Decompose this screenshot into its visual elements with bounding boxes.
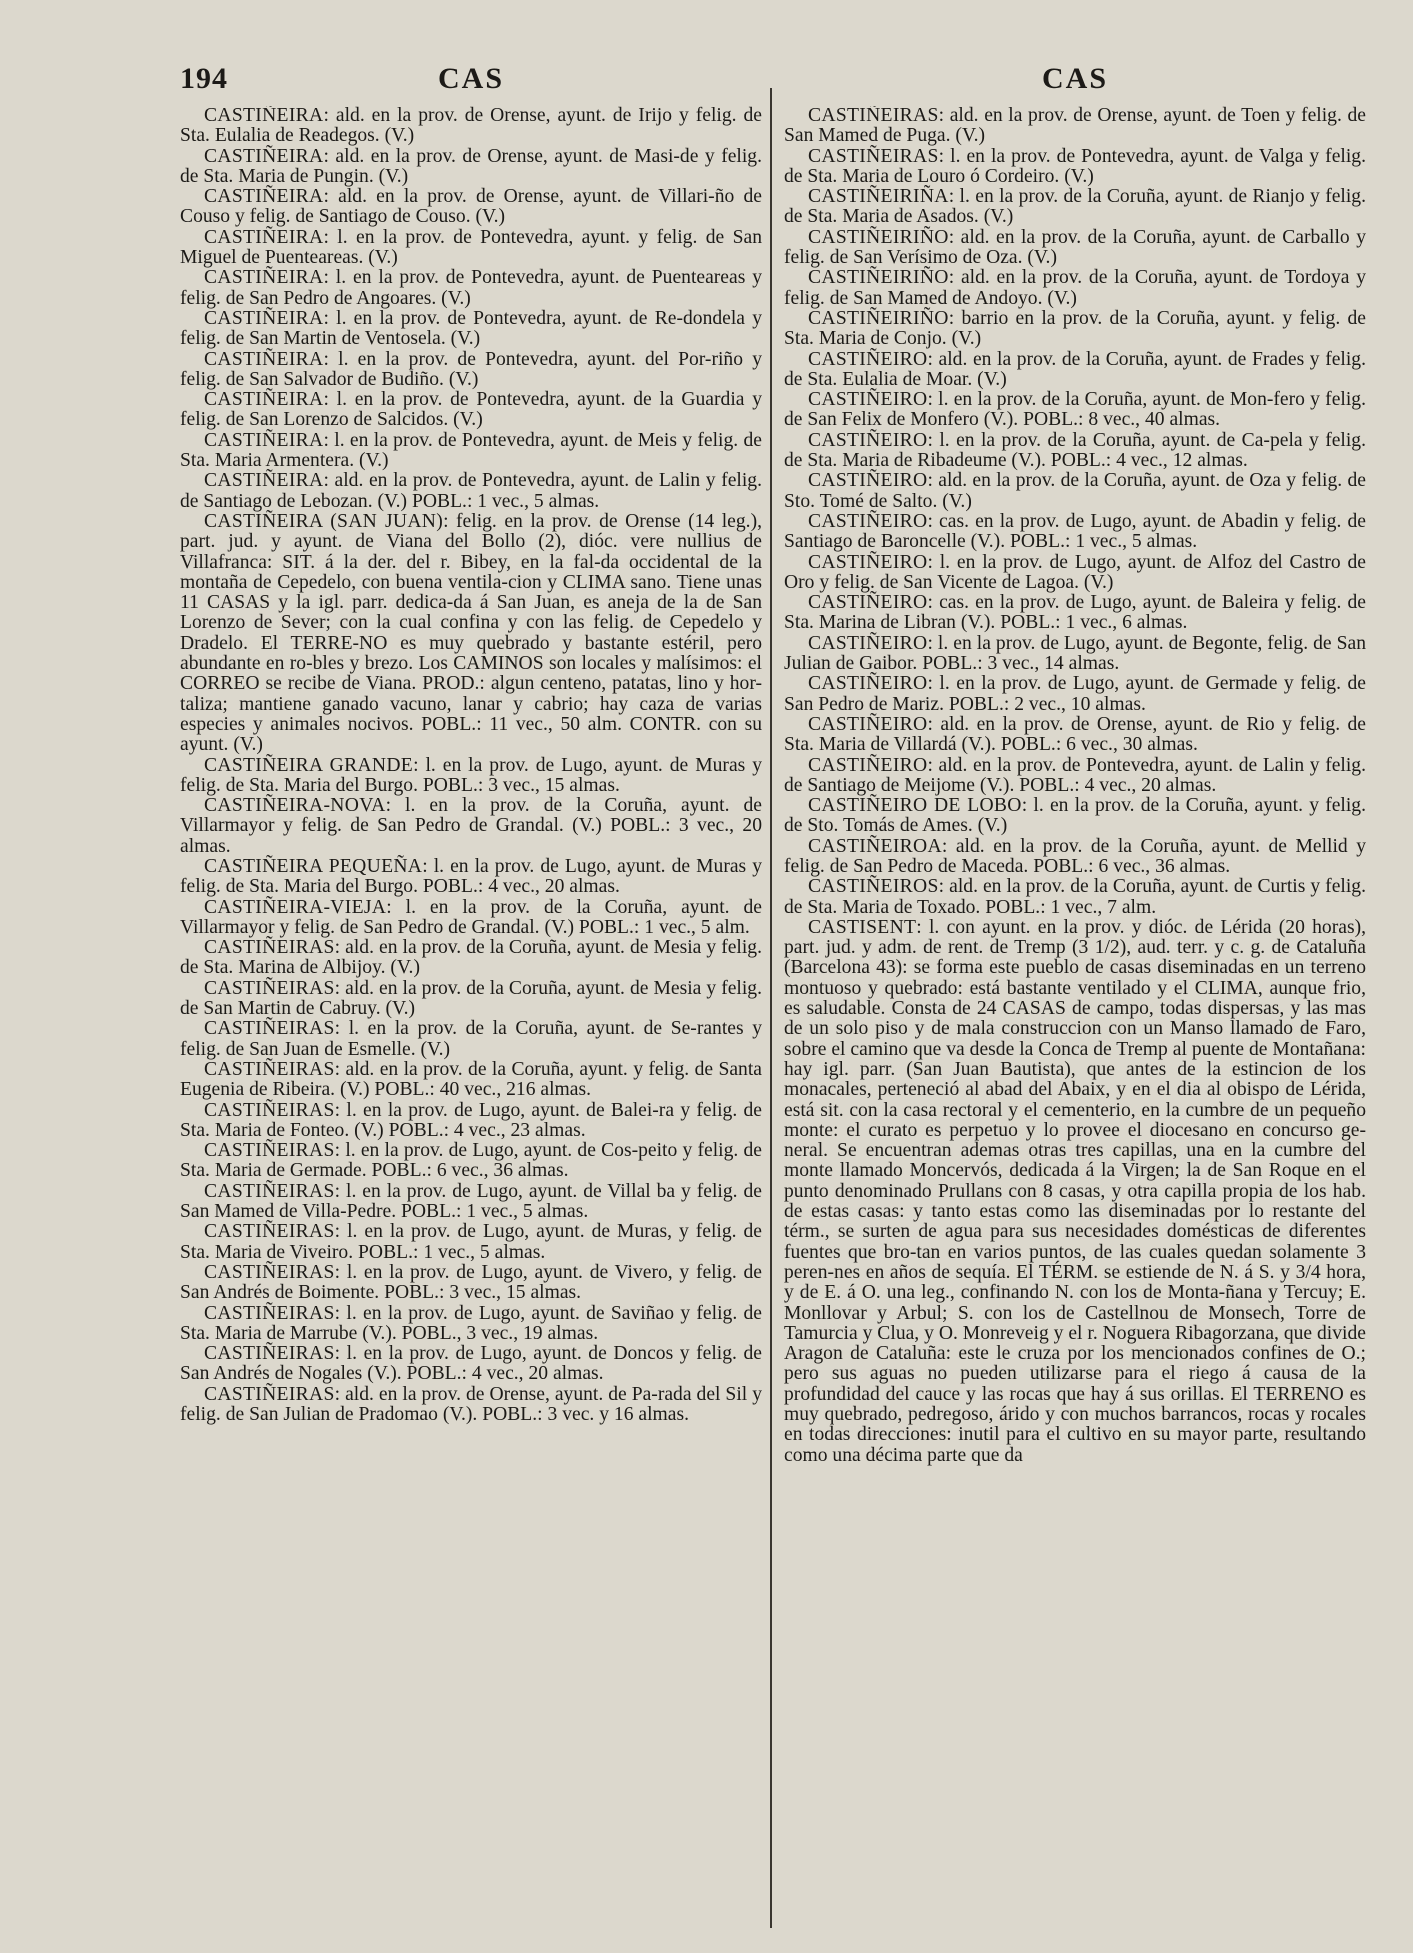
entry-headword: CASTISENT bbox=[808, 916, 917, 938]
entry-headword: CASTIÑEIROS bbox=[808, 876, 939, 898]
entry-text: : l. en la prov. de la Coruña, ayunt. de Rianjo y felig. de Sta. Maria de Asados. (V.) bbox=[784, 186, 1366, 228]
entry-headword: CASTIÑEIRO bbox=[808, 389, 928, 411]
left-running-head: CAS bbox=[438, 62, 505, 95]
dictionary-entry bbox=[180, 390, 762, 431]
dictionary-entry bbox=[784, 918, 1366, 1466]
entry-headword: CASTIÑEIRO bbox=[808, 551, 928, 573]
dictionary-entry bbox=[784, 593, 1366, 634]
entry-text: : l. en la prov. de Pontevedra, ayunt. de Re-dondela y felig. de San Martin de Ventosela. (V.) bbox=[180, 307, 762, 350]
entry-text: : ald. en la prov. de la Coruña, ayunt. de Carballo y felig. de San Verísimo de Oza. (V.) bbox=[784, 226, 1366, 269]
entry-headword: CASTIÑEIRA bbox=[204, 348, 324, 370]
dictionary-entry bbox=[180, 1344, 762, 1385]
entry-text: : ald. en la prov. de Pontevedra, ayunt. de Lalin y felig. de Santiago de Meijome (V.). POBL.: 4 vec., 20 almas. bbox=[784, 754, 1366, 796]
entry-text: : l. en la prov. de la Coruña, ayunt. de Ca-pela y felig. de Sta. Maria de Ribadeume (V.). POBL.: 4 vec., 12 almas. bbox=[784, 429, 1366, 472]
entry-text: : ald. en la prov. de Orense, ayunt. de Pa-rada del Sil y felig. de San Julian de Pradomao (V.). POBL.: 3 vec. y 16 almas. bbox=[180, 1383, 762, 1425]
entry-headword: CASTIÑEIRAS bbox=[204, 1099, 335, 1121]
dictionary-entry bbox=[180, 1101, 762, 1142]
entry-text: : ald. en la prov. de la Coruña, ayunt. de Tordoya y felig. de San Mamed de Andoyo. (V.) bbox=[784, 267, 1366, 309]
dictionary-entry bbox=[180, 796, 762, 857]
text-columns bbox=[180, 106, 1393, 1466]
entry-headword: CASTIÑEIRIÑA bbox=[808, 186, 949, 208]
entry-headword: CASTIÑEIRIÑO bbox=[808, 226, 949, 248]
entry-text: : l. en la prov. de la Coruña, ayunt. y felig. de Sto. Tomás de Ames. (V.) bbox=[784, 795, 1366, 837]
entry-text: : l. en la prov. de Pontevedra, ayunt. de Puenteareas y felig. de San Pedro de Angoares. (V.) bbox=[180, 267, 762, 309]
dictionary-entry bbox=[180, 756, 762, 797]
entry-text: : l. en la prov. de Lugo, ayunt. de Balei-ra y felig. de Sta. Maria de Fonteo. (V.) POBL.: 4 vec., 23 almas. bbox=[180, 1099, 762, 1141]
entry-headword: CASTIÑEIRA PEQUEÑA bbox=[204, 855, 423, 877]
entry-text: : l. en la prov. de Lugo, ayunt. de Vivero, y felig. de San Andrés de Boimente. POBL.: 3 vec., 15 almas. bbox=[180, 1261, 762, 1304]
entry-headword: CASTIÑEIRO bbox=[808, 429, 928, 451]
entry-headword: CASTIÑEIRA bbox=[204, 186, 324, 208]
entry-text: : ald. en la prov. de la Coruña, ayunt. de Mesia y felig. de Sta. Marina de Albijoy. (V.) bbox=[180, 937, 762, 979]
entry-headword: CASTIÑEIRO bbox=[808, 754, 928, 776]
entry-text: : l. en la prov. de Lugo, ayunt. de Muras y felig. de Sta. Maria del Burgo. POBL.: 4 vec., 20 almas. bbox=[180, 855, 762, 898]
dictionary-entry bbox=[784, 512, 1366, 553]
entry-text: : l. en la prov. de la Coruña, ayunt. de Se-rantes y felig. de San Juan de Esmelle. (V.) bbox=[180, 1018, 762, 1060]
entry-text: : felig. en la prov. de Orense (14 leg.), part. jud. y ayunt. de Viana del Bollo (2), dióc. vere nullius de Villafranca: SIT. á la der. del r. Bibey, en la fal-da occidental de la montaña de Cepedelo, con buena ventila-cion y CLIMA sano. Tiene unas 11 CASAS y la igl. parr. dedica-da á San Juan, es aneja de la de San Lorenzo de Sever; con la cual confina y con las felig. de Cepedelo y Dradelo. El TERRE-NO es muy quebrado y bastante estéril, pero abundante en ro-bles y brezo. Los CAMINOS son locales y malísimos: el CORREO se recibe de Viana. PROD.: algun centeno, patatas, lino y hor-taliza; mantiene ganado vacuno, lanar y cabrio; hay caza de varias especies y animales nocivos. POBL.: 11 vec., 50 alm. CONTR. con su ayunt. (V.) bbox=[180, 510, 762, 756]
entry-headword: CASTIÑEIRAS bbox=[204, 1180, 335, 1202]
entry-text: : ald. en la prov. de Orense, ayunt. de Rio y felig. de Sta. Maria de Villardá (V.). POBL.: 6 vec., 30 almas. bbox=[784, 713, 1366, 756]
entry-text: : l. en la prov. de Lugo, ayunt. de Muras y felig. de Sta. Maria del Burgo. POBL.: 3 vec., 15 almas. bbox=[180, 754, 762, 796]
dictionary-entry bbox=[180, 431, 762, 472]
entry-text: : l. en la prov. de Pontevedra, ayunt. de Meis y felig. de Sta. Maria Armentera. (V.) bbox=[180, 429, 762, 472]
dictionary-entry bbox=[784, 228, 1366, 269]
entry-headword: CASTIÑEIRA (SAN JUAN) bbox=[204, 510, 444, 532]
entry-text: : ald. en la prov. de Orense, ayunt. de Villari-ño de Couso y felig. de Santiago de Couso. (V.) bbox=[180, 186, 762, 228]
entry-text: : ald. en la prov. de la Coruña, ayunt. de Frades y felig. de Sta. Eulalia de Moar. (V.) bbox=[784, 348, 1366, 390]
dictionary-entry bbox=[180, 857, 762, 898]
entry-headword: CASTIÑEIRA bbox=[204, 226, 324, 248]
entry-text: : l. en la prov. de Pontevedra, ayunt. y felig. de San Miguel de Puenteareas. (V.) bbox=[180, 226, 762, 269]
dictionary-entry bbox=[180, 1385, 762, 1426]
entry-headword: CASTIÑEIRA-VIEJA bbox=[204, 896, 387, 918]
entry-headword: CASTIÑEIRO DE LOBO bbox=[808, 795, 1022, 817]
dictionary-entry bbox=[784, 187, 1366, 228]
dictionary-entry bbox=[180, 471, 762, 512]
column-divider bbox=[770, 88, 772, 1928]
entry-text: : l. en la prov. de Lugo, ayunt. de Saviñao y felig. de Sta. Maria de Marrube (V.). POBL., 3 vec., 19 almas. bbox=[180, 1302, 762, 1344]
entry-headword: CASTIÑEIRAS bbox=[204, 1221, 335, 1243]
dictionary-entry bbox=[180, 187, 762, 228]
dictionary-entry bbox=[180, 1222, 762, 1263]
entry-headword: CASTIÑEIRAS bbox=[204, 1343, 335, 1365]
entry-headword: CASTIÑEIRA GRANDE bbox=[204, 754, 414, 776]
right-running-head: CAS bbox=[1042, 62, 1109, 95]
entry-headword: CASTIÑEIRA bbox=[204, 145, 324, 167]
dictionary-entry bbox=[784, 431, 1366, 472]
dictionary-entry bbox=[784, 796, 1366, 837]
dictionary-entry bbox=[784, 634, 1366, 675]
entry-text: : l. en la prov. de Lugo, ayunt. de Germade y felig. de San Pedro de Mariz. POBL.: 2 vec., 10 almas. bbox=[784, 673, 1366, 715]
entry-text: : l. en la prov. de Lugo, ayunt. de Cos-peito y felig. de Sta. Maria de Germade. POBL.: 6 vec., 36 almas. bbox=[180, 1140, 762, 1182]
dictionary-entry bbox=[180, 1182, 762, 1223]
entry-headword: CASTIÑEIRO bbox=[808, 348, 928, 370]
dictionary-entry bbox=[180, 979, 762, 1020]
dictionary-entry bbox=[180, 938, 762, 979]
entry-text: : ald. en la prov. de Orense, ayunt. de Masi-de y felig. de Sta. Maria de Pungin. (V.) bbox=[180, 145, 762, 187]
entry-headword: CASTIÑEIRIÑO bbox=[808, 307, 949, 329]
entry-text: : cas. en la prov. de Lugo, ayunt. de Baleira y felig. de Sta. Marina de Libran (V.). POBL.: 1 vec., 6 almas. bbox=[784, 592, 1366, 634]
dictionary-entry bbox=[180, 106, 762, 147]
entry-headword: CASTIÑEIRA bbox=[204, 307, 324, 329]
dictionary-entry bbox=[784, 674, 1366, 715]
dictionary-entry bbox=[180, 1263, 762, 1304]
entry-headword: CASTIÑEIRAS bbox=[204, 1140, 335, 1162]
entry-headword: CASTIÑEIRA bbox=[204, 429, 324, 451]
entry-text: : l. en la prov. de Lugo, ayunt. de Villal ba y felig. de San Mamed de Villa-Pedre. POBL.: 1 vec., 5 almas. bbox=[180, 1180, 762, 1223]
entry-text: : ald. en la prov. de la Coruña, ayunt. de Mesia y felig. de San Martin de Cabruy. (V.) bbox=[180, 977, 762, 1020]
dictionary-entry bbox=[180, 1019, 762, 1060]
entry-headword: CASTIÑEIRA bbox=[204, 389, 324, 411]
entry-headword: CASTIÑEIRAS bbox=[204, 977, 335, 999]
dictionary-entry bbox=[784, 350, 1366, 391]
entry-text: : l. en la prov. de Pontevedra, ayunt. de la Guardia y felig. de San Lorenzo de Salcidos. (V.) bbox=[180, 389, 762, 431]
entry-headword: CASTIÑEIRA bbox=[204, 106, 324, 126]
dictionary-entry bbox=[784, 390, 1366, 431]
entry-text: : l. en la prov. de la Coruña, ayunt. de Mon-fero y felig. de San Felix de Monfero (V.). POBL.: 8 vec., 40 almas. bbox=[784, 389, 1366, 431]
entry-text: : ald. en la prov. de la Coruña, ayunt. y felig. de Santa Eugenia de Ribeira. (V.) POBL.: 40 vec., 216 almas. bbox=[180, 1058, 762, 1101]
entry-text: : l. en la prov. de Lugo, ayunt. de Doncos y felig. de San Andrés de Nogales (V.). POBL.: 4 vec., 20 almas. bbox=[180, 1343, 762, 1385]
entry-headword: CASTIÑEIROA bbox=[808, 835, 942, 857]
entry-text: : ald. en la prov. de Orense, ayunt. de Irijo y felig. de Sta. Eulalia de Readegos. (V.) bbox=[180, 106, 762, 147]
dictionary-entry bbox=[784, 268, 1366, 309]
dictionary-entry bbox=[180, 228, 762, 269]
dictionary-entry bbox=[784, 553, 1366, 594]
dictionary-entry bbox=[784, 471, 1366, 512]
entry-headword: CASTIÑEIRAS bbox=[204, 1261, 335, 1283]
dictionary-entry bbox=[784, 837, 1366, 878]
entry-headword: CASTIÑEIRAS bbox=[204, 1302, 335, 1324]
dictionary-entry bbox=[180, 350, 762, 391]
dictionary-entry bbox=[784, 106, 1366, 147]
entry-text: : ald. en la prov. de la Coruña, ayunt. de Mellid y felig. de San Pedro de Maceda. POBL.: 6 vec., 36 almas. bbox=[784, 835, 1366, 877]
entry-text: : l. en la prov. de Lugo, ayunt. de Alfoz del Castro de Oro y felig. de San Vicente de Lagoa. (V.) bbox=[784, 551, 1366, 593]
dictionary-entry bbox=[180, 898, 762, 939]
entry-headword: CASTIÑEIRO bbox=[808, 632, 928, 654]
entry-text: : l. con ayunt. en la prov. y dióc. de Lérida (20 horas), part. jud. y adm. de rent. de Tremp (3 1/2), aud. terr. y c. g. de Cataluña (Barcelona 43): se forma este pueblo de casas diseminadas en un terreno montuoso y quebrado: está bastante ventilado y el CLIMA, aunque frio, es saludable. Consta de 24 CASAS de campo, todas dispersas, y las mas de un solo piso y de mala construccion con un Manso llamado de Faro, sobre el camino que va desde la Conca de Tremp al puente de Montañana: hay igl. parr. (San Juan Bautista), que antes de la estincion de los monacales, perteneció al abad del Abaix, y en el dia al obispo de Lérida, está sit. con la casa rectoral y el cementerio, en la cumbre de un pequeño monte: el curato es perpetuo y lo provee el diocesano en concurso ge-neral. Se encuentran ademas otras tres capillas, una en la cumbre del monte llamado Moncervós, dedicada á la Virgen; la de San Roque en el punto denominado Prullans con 8 casas, y otra capilla propia de los hab. de estas casas: y tanto estas como las diseminadas por lo restante del térm., se surten de agua para sus necesidades domésticas de diferentes fuentes que bro-tan en varios puntos, de las cuales quedan solamente 3 peren-nes en años de sequía. El TÉRM. se estiende de N. á S. y 3/4 hora, y de E. á O. una leg., confinando N. con los de Monta-ñana y Tercuy; E. Monllovar y Arbul; S. con los de Castellnou de Monsech, Torre de Tamurcia y Clua, y O. Monreveig y el r. Noguera Ribagorzana, que divide Aragon de Cataluña: este le cruza por los mencionados confines de O.; pero sus aguas no pueden utilizarse para el riego á causa de la profundidad del cauce y las rocas que hay á sus orillas. El TERRENO es muy quebrado, pedregoso, árido y con muchos barrancos, rocas y rocales en todas direcciones: inutil para el cultivo en su mayor parte, resultando como una décima parte que da bbox=[784, 916, 1366, 1466]
entry-headword: CASTIÑEIRO bbox=[808, 470, 928, 492]
entry-headword: CASTIÑEIRA bbox=[204, 470, 324, 492]
dictionary-entry bbox=[180, 268, 762, 309]
entry-text: : l. en la prov. de la Coruña, ayunt. de Villarmayor y felig. de San Pedro de Grandal. (V.) POBL.: 3 vec., 20 almas. bbox=[180, 795, 762, 857]
entry-headword: CASTIÑEIRAS bbox=[808, 106, 939, 126]
entry-headword: CASTIÑEIRAS bbox=[204, 1383, 335, 1405]
right-column bbox=[784, 106, 1366, 1466]
dictionary-entry bbox=[784, 877, 1366, 918]
entry-text: : l. en la prov. de Lugo, ayunt. de Muras, y felig. de Sta. Maria de Viveiro. POBL.: 1 vec., 5 almas. bbox=[180, 1221, 762, 1263]
dictionary-entry bbox=[180, 309, 762, 350]
entry-text: : l. en la prov. de la Coruña, ayunt. de Villarmayor y felig. de San Pedro de Grandal. (V.) POBL.: 1 vec., 5 alm. bbox=[180, 896, 762, 938]
entry-text: : cas. en la prov. de Lugo, ayunt. de Abadin y felig. de Santiago de Baroncelle (V.). POBL.: 1 vec., 5 almas. bbox=[784, 510, 1366, 553]
dictionary-entry bbox=[180, 1060, 762, 1101]
entry-headword: CASTIÑEIRAS bbox=[204, 1058, 335, 1080]
entry-headword: CASTIÑEIRA-NOVA bbox=[204, 795, 386, 817]
entry-text: : l. en la prov. de Lugo, ayunt. de Begonte, felig. de San Julian de Gaibor. POBL.: 3 vec., 14 almas. bbox=[784, 632, 1366, 675]
entry-text: : ald. en la prov. de la Coruña, ayunt. de Curtis y felig. de Sta. Maria de Toxado. POBL.: 1 vec., 7 alm. bbox=[784, 876, 1366, 918]
entry-headword: CASTIÑEIRA bbox=[204, 267, 324, 289]
dictionary-entry bbox=[784, 756, 1366, 797]
entry-text: : l. en la prov. de Pontevedra, ayunt. del Por-riño y felig. de San Salvador de Budiño. (V.) bbox=[180, 348, 762, 390]
entry-text: : ald. en la prov. de la Coruña, ayunt. de Oza y felig. de Sto. Tomé de Salto. (V.) bbox=[784, 470, 1366, 512]
dictionary-entry bbox=[180, 1304, 762, 1345]
entry-headword: CASTIÑEIRO bbox=[808, 510, 928, 532]
dictionary-entry bbox=[180, 147, 762, 188]
entry-headword: CASTIÑEIRO bbox=[808, 592, 928, 614]
dictionary-entry bbox=[784, 715, 1366, 756]
dictionary-entry bbox=[180, 1141, 762, 1182]
entry-text: : ald. en la prov. de Orense, ayunt. de Toen y felig. de San Mamed de Puga. (V.) bbox=[784, 106, 1366, 147]
page-number: 194 bbox=[180, 62, 228, 95]
entry-headword: CASTIÑEIRIÑO bbox=[808, 267, 949, 289]
dictionary-entry bbox=[180, 512, 762, 756]
dictionary-entry bbox=[784, 309, 1366, 350]
entry-headword: CASTIÑEIRAS bbox=[204, 937, 335, 959]
dictionary-entry bbox=[784, 147, 1366, 188]
page-header bbox=[180, 62, 1393, 106]
entry-headword: CASTIÑEIRAS bbox=[204, 1018, 335, 1040]
left-column bbox=[180, 106, 762, 1466]
entry-text: : barrio en la prov. de la Coruña, ayunt. y felig. de Sta. Maria de Conjo. (V.) bbox=[784, 307, 1366, 350]
entry-text: : ald. en la prov. de Pontevedra, ayunt. de Lalin y felig. de Santiago de Lebozan. (V.) POBL.: 1 vec., 5 almas. bbox=[180, 470, 762, 512]
entry-headword: CASTIÑEIRO bbox=[808, 673, 928, 695]
entry-headword: CASTIÑEIRAS bbox=[808, 145, 939, 167]
entry-headword: CASTIÑEIRO bbox=[808, 713, 928, 735]
entry-text: : l. en la prov. de Pontevedra, ayunt. de Valga y felig. de Sta. Maria de Louro ó Cordeiro. (V.) bbox=[784, 145, 1366, 187]
